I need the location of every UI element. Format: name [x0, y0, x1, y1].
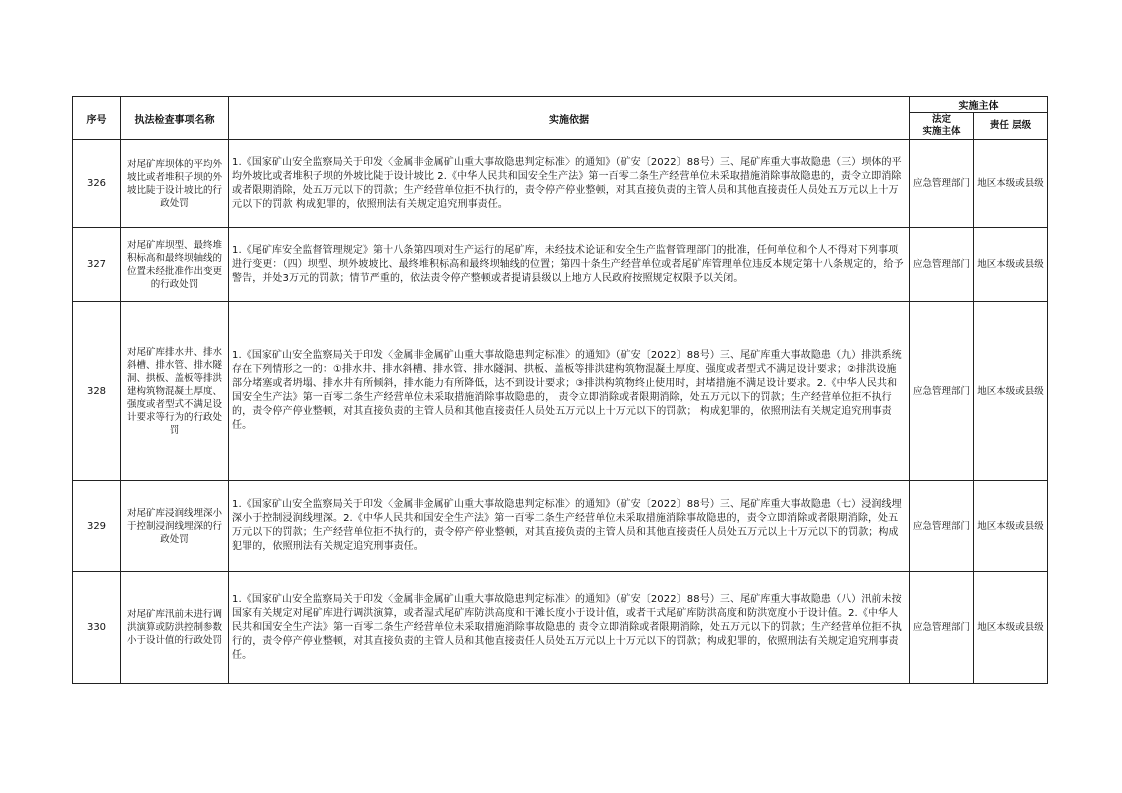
legal-subject: 应急管理部门 — [910, 481, 974, 572]
legal-subject: 应急管理部门 — [910, 228, 974, 302]
table-row — [73, 140, 1048, 228]
basis-text: 1.《国家矿山安全监察局关于印发〈金属非金属矿山重大事故隐患判定标准〉的通知》（矿安〔2022〕88号）三、尾矿库重大事故隐患（八）汛前未按国家有关规定对尾矿库进行调洪演算，或者湿式尾矿库防洪高度和干滩长度小于设计值，或者干式尾矿库防洪高度和防洪宽度小于设计值。2.《中华人民共和国安全生产法》第一百零二条生产经营单位未采取措施消除事故隐患的 责令立即消除或者限期消除，处五万元以下的罚款；生产经营单位拒不执行的，责令停产停业整顿，对其直接负责的主管人员和其他直接责任人员处五万元以上十万元以下的罚款；构成犯罪的，依照刑法有关规定追究刑事责任。 — [229, 572, 910, 684]
resp-level: 地区本级或县级 — [974, 481, 1048, 572]
row-number: 330 — [73, 572, 121, 684]
table-row — [73, 302, 1048, 481]
basis-text: 1.《尾矿库安全监督管理规定》第十八条第四项对生产运行的尾矿库，未经技术论证和安全生产监督管理部门的批准，任何单位和个人不得对下列事项进行变更：（四）坝型、坝外坡坡比、最终堆积标高和最终坝轴线的位置；第四十条生产经营单位或者尾矿库管理单位违反本规定第十八条规定的，给予警告，并处3万元的罚款；情节严重的，依法责令停产整顿或者提请县级以上地方人民政府按照规定权限予以关闭。 — [229, 228, 910, 302]
header-item-name: 执法检查事项名称 — [121, 97, 229, 140]
basis-text: 1.《国家矿山安全监察局关于印发〈金属非金属矿山重大事故隐患判定标准〉的通知》（矿安〔2022〕88号）三、尾矿库重大事故隐患（九）排洪系统存在下列情形之一的：①排水井、排水斜槽、排水管、排水隧洞、拱板、盖板等排洪建构筑物混凝土厚度、强度或者型式不满足设计要求；②排洪设施部分堵塞或者坍塌、排水井有所倾斜，排水能力有所降低，达不到设计要求；③排洪构筑物终止使用时，封堵措施不满足设计要求。2.《中华人民共和国安全生产法》第一百零二条生产经营单位未采取措施消除事故隐患的， 责令立即消除或者限期消除，处五万元以下的罚款；生产经营单位拒不执行的，责令停产停业整顿，对其直接负责的主管人员和其他直接责任人员处五万元以上十万元以下的罚款； 构成犯罪的，依照刑法有关规定追究刑事责任。 — [229, 302, 910, 481]
header-legal-subject: 法定 实施主体 — [910, 113, 974, 140]
table-row — [73, 481, 1048, 572]
row-number: 329 — [73, 481, 121, 572]
row-number: 328 — [73, 302, 121, 481]
resp-level: 地区本级或县级 — [974, 572, 1048, 684]
resp-level: 地区本级或县级 — [974, 140, 1048, 228]
legal-subject: 应急管理部门 — [910, 140, 974, 228]
basis-text: 1.《国家矿山安全监察局关于印发〈金属非金属矿山重大事故隐患判定标准〉的通知》（矿安〔2022〕88号）三、尾矿库重大事故隐患（七）浸润线埋深小于控制浸润线埋深。2.《中华人民共和国安全生产法》第一百零二条生产经营单位未采取措施消除事故隐患的，责令立即消除或者限期消除，处五万元以下的罚款；生产经营单位拒不执行的，责令停产停业整顿，对其直接负责的主管人员和其他直接责任人员处五万元以上十万元以下的罚款；构成犯罪的，依照刑法有关规定追究刑事责任。 — [229, 481, 910, 572]
row-number: 326 — [73, 140, 121, 228]
item-name: 对尾矿库坝体的平均外坡比或者堆积子坝的外坡比陡于设计坡比的行政处罚 — [121, 140, 229, 228]
header-resp-level: 责任 层级 — [974, 113, 1048, 140]
item-name: 对尾矿库坝型、最终堆积标高和最终坝轴线的位置未经批准作出变更的行政处罚 — [121, 228, 229, 302]
resp-level: 地区本级或县级 — [974, 228, 1048, 302]
table-row — [73, 572, 1048, 684]
header-subject: 实施主体 — [910, 97, 1048, 113]
enforcement-table — [72, 96, 1048, 684]
resp-level: 地区本级或县级 — [974, 302, 1048, 481]
legal-subject: 应急管理部门 — [910, 302, 974, 481]
basis-text: 1.《国家矿山安全监察局关于印发〈金属非金属矿山重大事故隐患判定标准〉的通知》（矿安〔2022〕88号）三、尾矿库重大事故隐患（三）坝体的平均外坡比或者堆积子坝的外坡比陡于设计坡比 2.《中华人民共和国安全生产法》第一百零二条生产经营单位未采取措施消除事故隐患的，责令立即消除或者限期消除，处五万元以下的罚款；生产经营单位拒不执行的，责令停产停业整顿，对其直接负责的主管人员和其他直接责任人员处五万元以上十万元以下的罚款 构成犯罪的，依照刑法有关规定追究刑事责任。 — [229, 140, 910, 228]
legal-subject: 应急管理部门 — [910, 572, 974, 684]
table-row — [73, 228, 1048, 302]
header-seq: 序号 — [73, 97, 121, 140]
item-name: 对尾矿库排水井、排水斜槽、排水管、排水隧洞、拱板、盖板等排洪建构筑物混凝土厚度、强度或者型式不满足设计要求等行为的行政处罚 — [121, 302, 229, 481]
header-basis: 实施依据 — [229, 97, 910, 140]
row-number: 327 — [73, 228, 121, 302]
item-name: 对尾矿库浸润线埋深小于控制浸润线埋深的行政处罚 — [121, 481, 229, 572]
item-name: 对尾矿库汛前未进行调洪演算或防洪控制参数小于设计值的行政处罚 — [121, 572, 229, 684]
